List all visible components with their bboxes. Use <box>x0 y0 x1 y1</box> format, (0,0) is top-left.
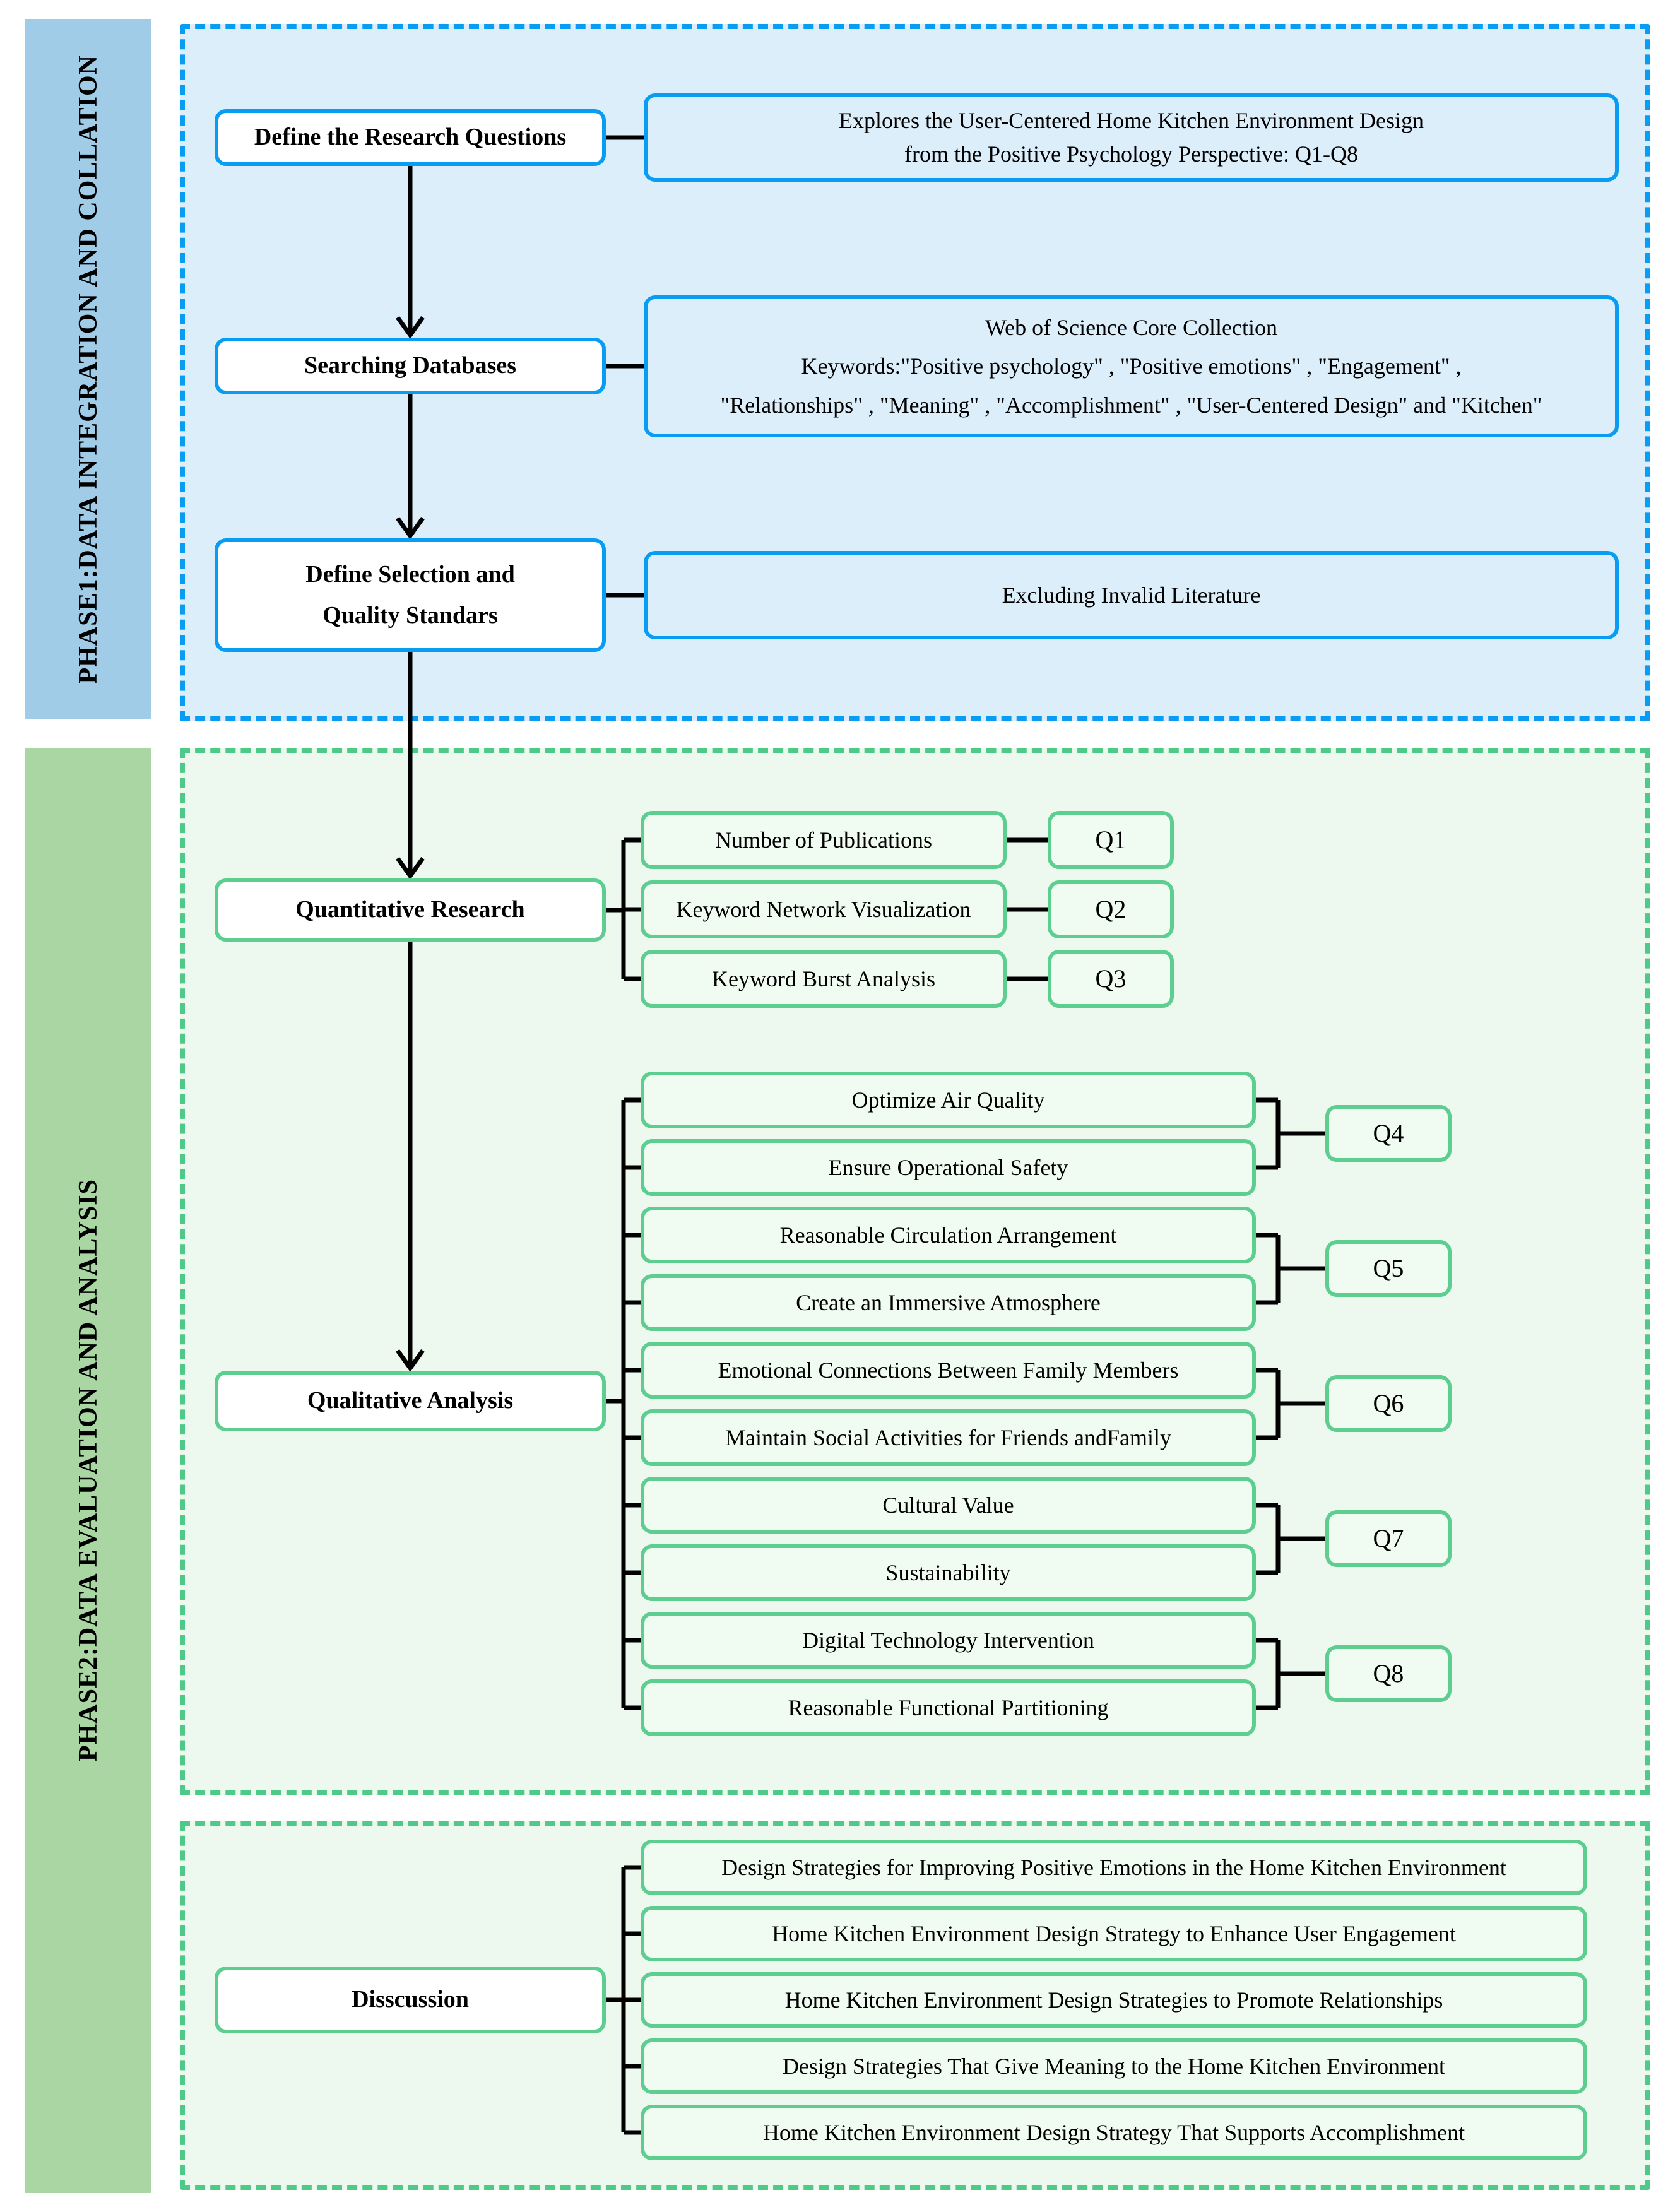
step-label: Searching Databases <box>304 352 517 379</box>
step-quantitative-research <box>215 878 606 942</box>
item-discussion-promote-relationships <box>641 1972 1587 2028</box>
item-label: Keyword Burst Analysis <box>712 966 935 991</box>
chip-q4 <box>1325 1105 1452 1162</box>
chip-label: Q2 <box>1095 895 1127 923</box>
desc-excluding-invalid-literature <box>644 551 1619 639</box>
chip-q1 <box>1048 811 1174 869</box>
item-label: Digital Technology Intervention <box>802 1627 1094 1653</box>
chip-q8 <box>1325 1645 1452 1702</box>
item-label: Optimize Air Quality <box>851 1087 1045 1113</box>
item-label: Maintain Social Activities for Friends andFamily <box>725 1424 1171 1450</box>
item-label: Sustainability <box>885 1559 1011 1585</box>
item-keyword-burst-analysis <box>641 950 1007 1008</box>
item-discussion-supports-accomplishment <box>641 2105 1587 2160</box>
desc-research-questions <box>644 93 1619 182</box>
item-label: Emotional Connections Between Family Members <box>718 1357 1179 1383</box>
item-label: Ensure Operational Safety <box>828 1154 1068 1180</box>
item-label: Design Strategies That Give Meaning to the Home Kitchen Environment <box>782 2053 1446 2079</box>
item-label: Cultural Value <box>882 1492 1014 1518</box>
chip-q2 <box>1048 880 1174 938</box>
item-label: Number of Publications <box>715 827 932 853</box>
step-label: Disscussion <box>352 1986 469 2013</box>
item-label: Home Kitchen Environment Design Strategy That Supports Accomplishment <box>762 2119 1465 2145</box>
item-discussion-give-meaning <box>641 2038 1587 2094</box>
chip-q7 <box>1325 1510 1452 1567</box>
item-label: Home Kitchen Environment Design Strategy to Enhance User Engagement <box>772 1920 1456 1946</box>
desc-line: from the Positive Psychology Perspective: Q1-Q8 <box>904 141 1358 167</box>
item-optimize-air-quality <box>641 1072 1256 1128</box>
item-cultural-value <box>641 1477 1256 1534</box>
chip-label: Q3 <box>1095 964 1127 993</box>
item-emotional-connections-family <box>641 1342 1256 1399</box>
item-label: Create an Immersive Atmosphere <box>796 1289 1101 1315</box>
chip-q6 <box>1325 1375 1452 1432</box>
chip-label: Q6 <box>1373 1389 1404 1417</box>
step-qualitative-analysis <box>215 1371 606 1431</box>
phase2-sidebar-label: PHASE2:DATA EVALUATION AND ANALYSIS <box>74 1179 103 1762</box>
desc-line: Explores the User-Centered Home Kitchen Environment Design <box>838 107 1424 133</box>
desc-line: Web of Science Core Collection <box>985 314 1277 340</box>
desc-line: Excluding Invalid Literature <box>1002 582 1261 608</box>
chip-label: Q7 <box>1373 1524 1404 1553</box>
step-label: Qualitative Analysis <box>307 1387 514 1414</box>
chip-q3 <box>1048 950 1174 1008</box>
step-label-line: Quality Standars <box>322 601 498 629</box>
desc-line: Keywords:"Positive psychology" , "Positive emotions" , "Engagement" , <box>801 353 1462 379</box>
item-label: Reasonable Circulation Arrangement <box>779 1222 1117 1248</box>
phase2-sidebar <box>25 748 151 2193</box>
item-create-immersive-atmosphere <box>641 1274 1256 1331</box>
item-digital-technology-intervention <box>641 1612 1256 1669</box>
item-number-of-publications <box>641 811 1007 869</box>
item-keyword-network-visualization <box>641 880 1007 938</box>
phase1-sidebar-label: PHASE1:DATA INTEGRATION AND COLLATION <box>74 54 103 684</box>
step-searching-databases <box>215 338 606 394</box>
chip-label: Q8 <box>1373 1659 1404 1688</box>
item-ensure-operational-safety <box>641 1139 1256 1196</box>
step-discussion <box>215 1967 606 2033</box>
item-reasonable-functional-partitioning <box>641 1679 1256 1736</box>
chip-label: Q1 <box>1095 825 1127 854</box>
step-define-research-questions <box>215 109 606 166</box>
item-discussion-positive-emotions <box>641 1840 1587 1895</box>
item-label: Reasonable Functional Partitioning <box>788 1694 1109 1720</box>
item-label: Home Kitchen Environment Design Strategies to Promote Relationships <box>784 1987 1443 2013</box>
chip-label: Q5 <box>1373 1254 1404 1282</box>
phase1-sidebar <box>25 19 151 719</box>
desc-searching-databases <box>644 295 1619 437</box>
item-label: Keyword Network Visualization <box>676 896 971 922</box>
item-sustainability <box>641 1544 1256 1601</box>
step-label-line: Define Selection and <box>305 560 515 588</box>
chip-q5 <box>1325 1240 1452 1297</box>
step-selection-quality-standards <box>215 538 606 652</box>
item-reasonable-circulation-arrangement <box>641 1207 1256 1263</box>
step-label: Quantitative Research <box>295 896 525 923</box>
step-label: Define the Research Questions <box>254 124 567 151</box>
item-discussion-user-engagement <box>641 1906 1587 1961</box>
item-label: Design Strategies for Improving Positive Emotions in the Home Kitchen Environment <box>721 1854 1506 1880</box>
item-maintain-social-activities <box>641 1409 1256 1466</box>
desc-line: "Relationships" , "Meaning" , "Accomplishment" , "User-Centered Design" and "Kitchen" <box>720 392 1542 418</box>
chip-label: Q4 <box>1373 1119 1404 1147</box>
